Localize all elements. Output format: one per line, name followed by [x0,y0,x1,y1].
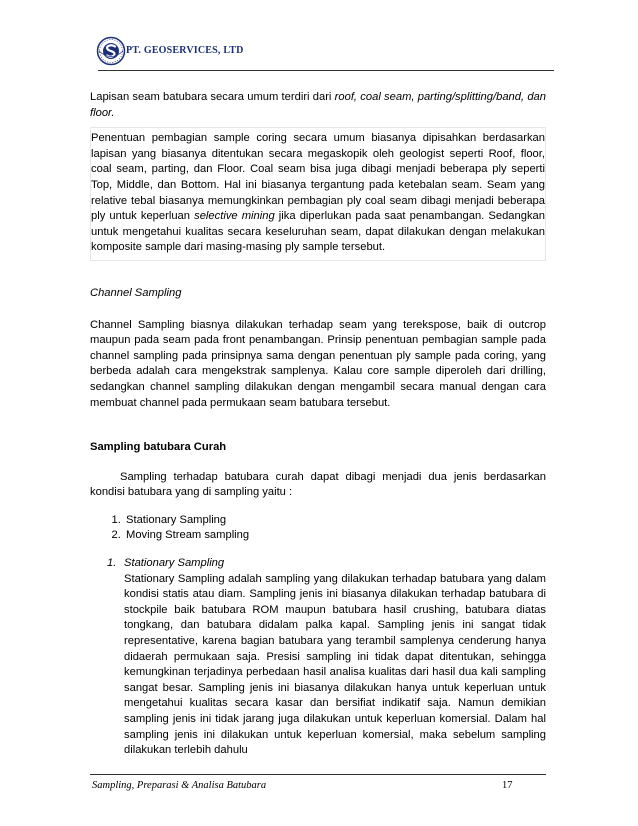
intro-text: Lapisan seam batubara secara umum terdiri dari [90,91,335,103]
coring-paragraph [91,131,545,256]
header-divider [98,70,554,71]
stationary-heading-text: Stationary Sampling [124,557,225,570]
intro-italic-text: roof, coal seam, parting/splitting/band, dan floor. [90,91,546,119]
channel-paragraph: Channel Sampling biasnya dilakukan terhadap seam yang terekspose, baik di outcrop maupun pada seam pada front penambangan. Prinsip penentuan pembagian sample pada channel sampling pada prinsipnya sama dengan penentuan ply sample pada coring, yang berbeda adalah cara mengekstrak samplenya. Kalau core sample diperoleh dari drilling, sedangkan channel sampling dilakukan dengan mengambil secara manual dengan cara membuat channel pada permukaan seam batubara tersebut. [90,318,546,409]
curah-heading: Sampling batubara Curah [90,441,227,454]
document-body [90,90,546,759]
coring-italic-text: selective mining [194,210,275,223]
curah-paragraph: Sampling terhadap batubara curah dapat dibagi menjadi dua jenis berdasarkan kondisi batubara yang di sampling yaitu : [90,470,546,499]
sampling-type-list [90,513,546,544]
company-name: PT. GEOSERVICES, LTD [126,45,244,56]
footer-divider [90,774,546,775]
stationary-heading [90,556,546,572]
channel-heading [90,286,546,302]
page-number: 17 [502,780,513,791]
coring-note-box [90,127,546,261]
list-item: 1. Stationary Sampling [124,513,546,529]
stationary-number: 1. [107,557,117,570]
coring-text-end: jika diperlukan pada saat penambangan. Sedangkan untuk mengetahui kualitas secara keseluruhan seam, dapat dilakukan dengan melakukan komposite sample dari masing-masing ply sample tersebut. [91,210,545,254]
company-logo-icon [96,36,126,66]
intro-paragraph [90,90,546,121]
coring-text-start: Penentuan pembagian sample coring secara umum biasanya dipisahkan berdasarkan lapisan yang biasanya ditentukan secara megaskopik oleh geologist seperti Roof, floor, coal seam, parting, dan Floor. Coal seam bisa juga dibagi menjadi beberapa ply seperti Top, Middle, dan Bottom. Hal ini biasanya tergantung pada ketebalan seam. Seam yang relative tebal biasanya memungkinkan pembagian ply coal seam dibagi menjadi beberapa ply untuk keperluan [91,132,545,223]
page-header [96,36,556,72]
footer-title: Sampling, Preparasi & Analisa Batubara [92,780,267,791]
stationary-paragraph: Stationary Sampling adalah sampling yang dilakukan terhadap batubara yang dalam kondisi statis atau diam. Sampling jenis ini biasanya dilakukan terhadap batubara di stockpile baik batubara ROM maupun batubara hasil crushing, batubara diatas tongkang, dan batubara didalam palka kapal. Sampling jenis ini sangat tidak representative, karena bagian batubara yang terambil samplenya cenderung hanya didaerah permukaan saja. Presisi sampling ini tidak dapat ditentukan, sehingga kemungkinan terjadinya perbedaan hasil analisa kualitas dari hasil dua kali sampling sangat besar. Sampling jenis ini biasanya dilakukan hanya untuk keperluan untuk mengetahui kualitas secara kasar dan bersifiat indikatif saja. Namun demikian sampling jenis ini tidak jarang juga dilakukan untuk keperluan komersial. Dalam hal sampling jenis ini dilakukan untuk keperluan komersial, maka sebelum sampling dilakukan terlebih dahulu [124,572,546,757]
list-item: 2. Moving Stream sampling [124,528,546,544]
channel-heading-text: Channel Sampling [90,286,182,299]
